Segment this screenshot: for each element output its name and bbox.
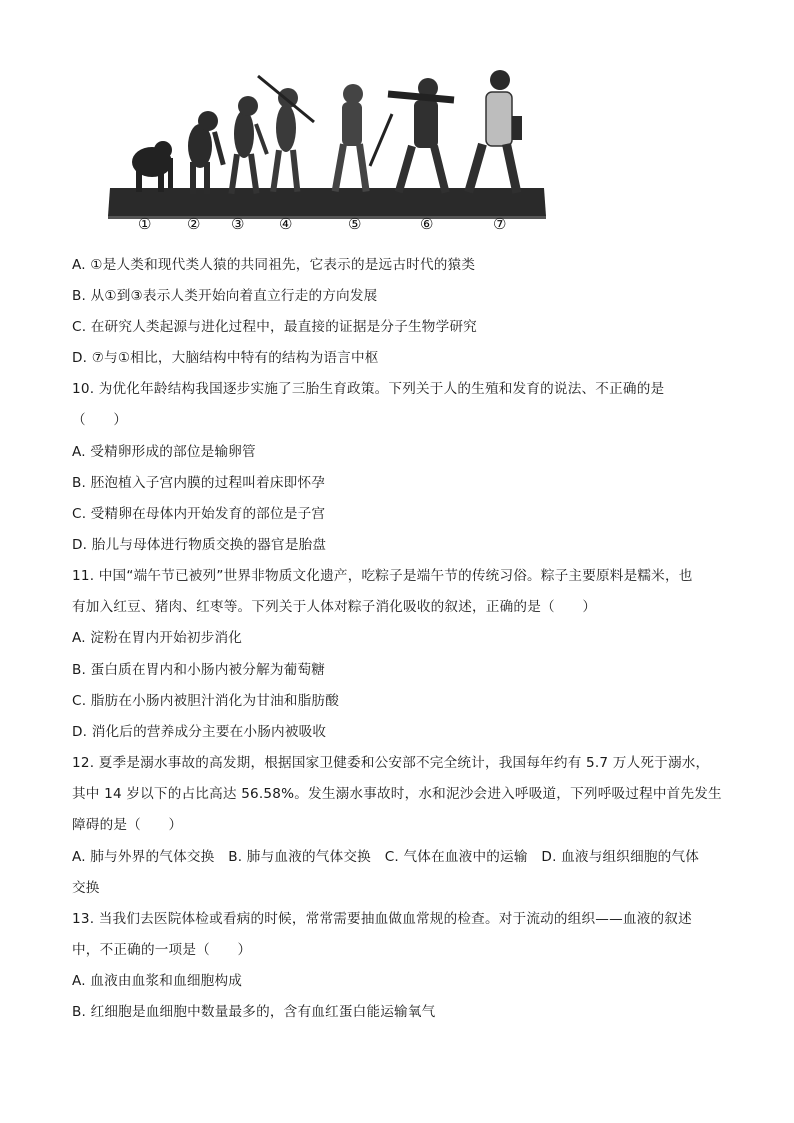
q9-option-c: C. 在研究人类起源与进化过程中，最直接的证据是分子生物学研究 (72, 319, 477, 335)
q9-option-a: A. ①是人类和现代类人猿的共同祖先，它表示的是远古时代的猿类 (72, 257, 476, 273)
q11-stem-line2: 有加入红豆、猪肉、红枣等。下列关于人体对粽子消化吸收的叙述，正确的是（ ） (72, 599, 597, 615)
figure-label-5: ⑤ (348, 215, 362, 233)
figure-5-early-human (332, 84, 392, 192)
q12-stem-line2: 其中 14 岁以下的占比高达 56.58%。发生溺水事故时，水和泥沙会进入呼吸道，下列呼吸过程中首先发生 (72, 786, 722, 802)
figure-1-ape (132, 141, 173, 192)
q13-stem-line2: 中，不正确的一项是（ ） (72, 942, 252, 958)
figure-label-2: ② (187, 215, 201, 233)
q12-stem-line3: 障碍的是（ ） (72, 817, 183, 833)
q9-option-d: D. ⑦与①相比，大脑结构中特有的结构为语言中枢 (72, 350, 379, 366)
q10-option-d: D. 胎儿与母体进行物质交换的器官是胎盘 (72, 537, 327, 553)
figure-label-6: ⑥ (420, 215, 434, 233)
q9-option-b: B. 从①到③表示人类开始向着直立行走的方向发展 (72, 288, 378, 304)
figure-label-7: ⑦ (493, 215, 507, 233)
figure-7-modern-human (464, 70, 522, 194)
figure-3-hominid (228, 96, 268, 194)
q11-option-c: C. 脂肪在小肠内被胆汁消化为甘油和脂肪酸 (72, 693, 340, 709)
q11-stem-line1: 11. 中国“端午节已被列”世界非物质文化遗产，吃粽子是端午节的传统习俗。粽子主要原料是糯米，也 (72, 568, 693, 584)
q10-bracket: （ ） (72, 412, 128, 428)
q13-option-a: A. 血液由血浆和血细胞构成 (72, 973, 243, 989)
q12-stem-line1: 12. 夏季是溺水事故的高发期，根据国家卫健委和公安部不完全统计，我国每年约有 5.7 万人死于溺水， (72, 755, 710, 771)
q10-option-c: C. 受精卵在母体内开始发育的部位是子宫 (72, 506, 326, 522)
q12-options-line: A. 肺与外界的气体交换 B. 肺与血液的气体交换 C. 气体在血液中的运输 D. 血液与组织细胞的气体 (72, 849, 700, 865)
evolution-illustration (108, 66, 546, 242)
figure-label-4: ④ (279, 215, 293, 233)
q11-option-b: B. 蛋白质在胃内和小肠内被分解为葡萄糖 (72, 662, 326, 678)
human-evolution-figure (108, 66, 546, 242)
q10-option-a: A. 受精卵形成的部位是输卵管 (72, 444, 256, 460)
figure-label-1: ① (138, 215, 152, 233)
figure-4-hominid-spear (258, 76, 314, 192)
q11-option-a: A. 淀粉在胃内开始初步消化 (72, 630, 243, 646)
q12-options-continuation: 交换 (72, 880, 100, 896)
figure-2-hominid (188, 111, 226, 194)
figure-6-human-carrying (388, 78, 454, 194)
q10-option-b: B. 胚泡植入子宫内膜的过程叫着床即怀孕 (72, 475, 326, 491)
q13-option-b: B. 红细胞是血细胞中数量最多的，含有血红蛋白能运输氧气 (72, 1004, 436, 1020)
q11-option-d: D. 消化后的营养成分主要在小肠内被吸收 (72, 724, 327, 740)
figure-label-3: ③ (231, 215, 245, 233)
q10-stem: 10. 为优化年龄结构我国逐步实施了三胎生育政策。下列关于人的生殖和发育的说法、不正确的是 (72, 381, 665, 397)
q13-stem-line1: 13. 当我们去医院体检或看病的时候，常常需要抽血做血常规的检查。对于流动的组织——血液的叙述 (72, 911, 692, 927)
